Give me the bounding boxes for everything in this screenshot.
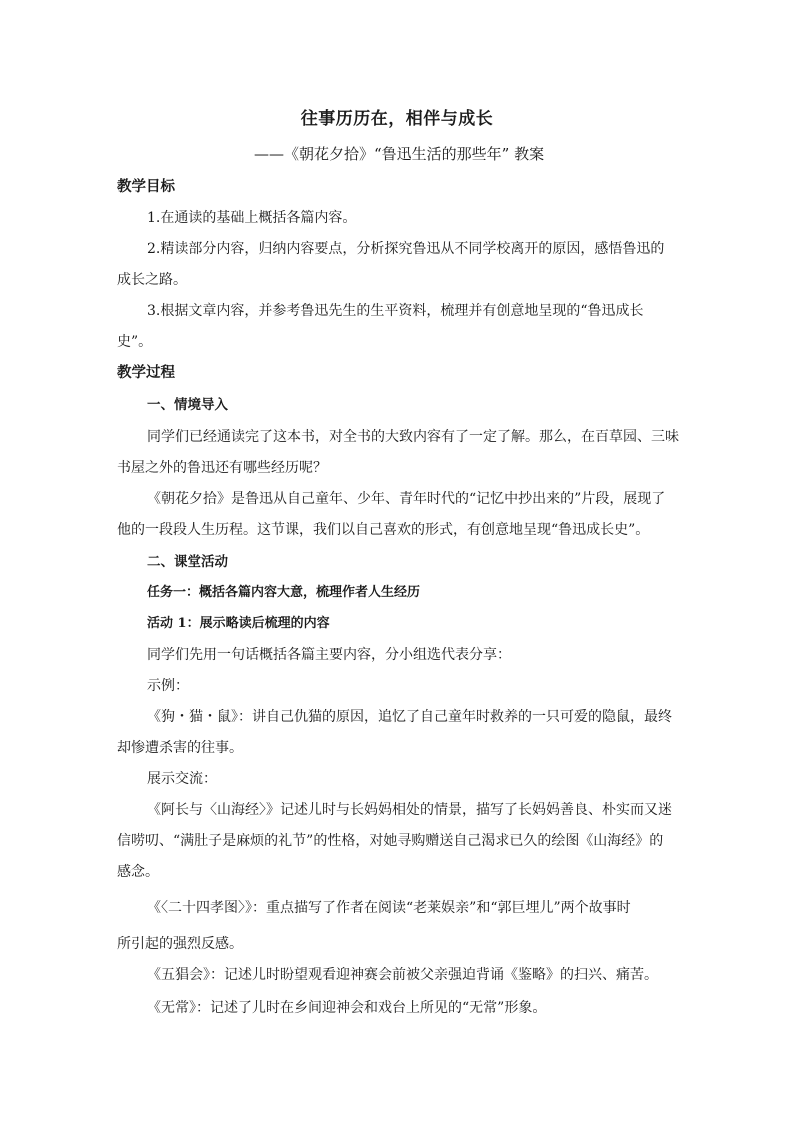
goal-item-2-cont: 成长之路。	[117, 272, 187, 288]
part1-line-4: 他的一段段人生历程。这节课，我们以自己喜欢的形式，有创意地呈现“鲁迅成长史”。	[117, 522, 650, 538]
activity-line-6: 《阿长与〈山海经〉》记述儿时与长妈妈相处的情景，描写了长妈妈善良、朴实而又迷	[147, 802, 672, 818]
part1-line-1: 同学们已经通读完了这本书，对全书的大致内容有了一定了解。那么，在百草园、三味	[147, 429, 679, 445]
goal-item-1: 1.在通读的基础上概括各篇内容。	[147, 210, 357, 226]
activity-line-1: 同学们先用一句话概括各篇主要内容，分小组选代表分享：	[147, 647, 511, 663]
part1-line-3: 《朝花夕拾》是鲁迅从自己童年、少年、青年时代的“记忆中抄出来的”片段，展现了	[147, 491, 666, 507]
goal-item-3: 3.根据文章内容，并参考鲁迅先生的生平资料，梳理并有创意地呈现的“鲁迅成长	[147, 303, 644, 319]
section-heading-process: 教学过程	[117, 364, 175, 381]
document-title: 往事历历在，相伴与成长	[300, 109, 494, 129]
section-heading-goals: 教学目标	[117, 178, 175, 195]
task-1: 任务一：概括各篇内容大意，梳理作者人生经历	[147, 585, 421, 600]
activity-line-4: 却惨遭杀害的往事。	[117, 740, 243, 756]
part1-line-2: 书屋之外的鲁迅还有哪些经历呢？	[117, 460, 327, 476]
part2-heading: 二、课堂活动	[147, 554, 228, 570]
goal-item-3-cont: 史”。	[117, 334, 153, 350]
activity-line-2: 示例：	[147, 678, 189, 694]
activity-line-8: 感念。	[117, 864, 159, 880]
activity-line-5: 展示交流：	[147, 771, 217, 787]
part1-heading: 一、情境导入	[147, 397, 228, 413]
activity-line-9: 《〈二十四孝图〉》：重点描写了作者在阅读“老莱娱亲”和“郭巨埋儿”两个故事时	[147, 900, 631, 916]
document-subtitle: ——《朝花夕拾》“鲁迅生活的那些年” 教案	[254, 145, 545, 163]
activity-line-11: 《五猖会》：记述儿时盼望观看迎神赛会前被父亲强迫背诵《鉴略》的扫兴、痛苦。	[147, 967, 658, 983]
activity-line-12: 《无常》：记述了儿时在乡间迎神会和戏台上所见的“无常”形象。	[147, 1000, 547, 1016]
goal-item-2: 2.精读部分内容，归纳内容要点，分析探究鲁迅从不同学校离开的原因，感悟鲁迅的	[147, 241, 665, 257]
activity-line-10: 所引起的强烈反感。	[117, 936, 243, 952]
activity-line-7: 信唠叨、“满肚子是麻烦的礼节”的性格，对她寻购赠送自己渴求已久的绘图《山海经》的	[117, 833, 664, 849]
activity-1: 活动 1：展示略读后梳理的内容	[147, 616, 330, 631]
activity-line-3: 《狗・猫・鼠》：讲自己仇猫的原因，追忆了自己童年时救养的一只可爱的隐鼠，最终	[147, 709, 672, 725]
